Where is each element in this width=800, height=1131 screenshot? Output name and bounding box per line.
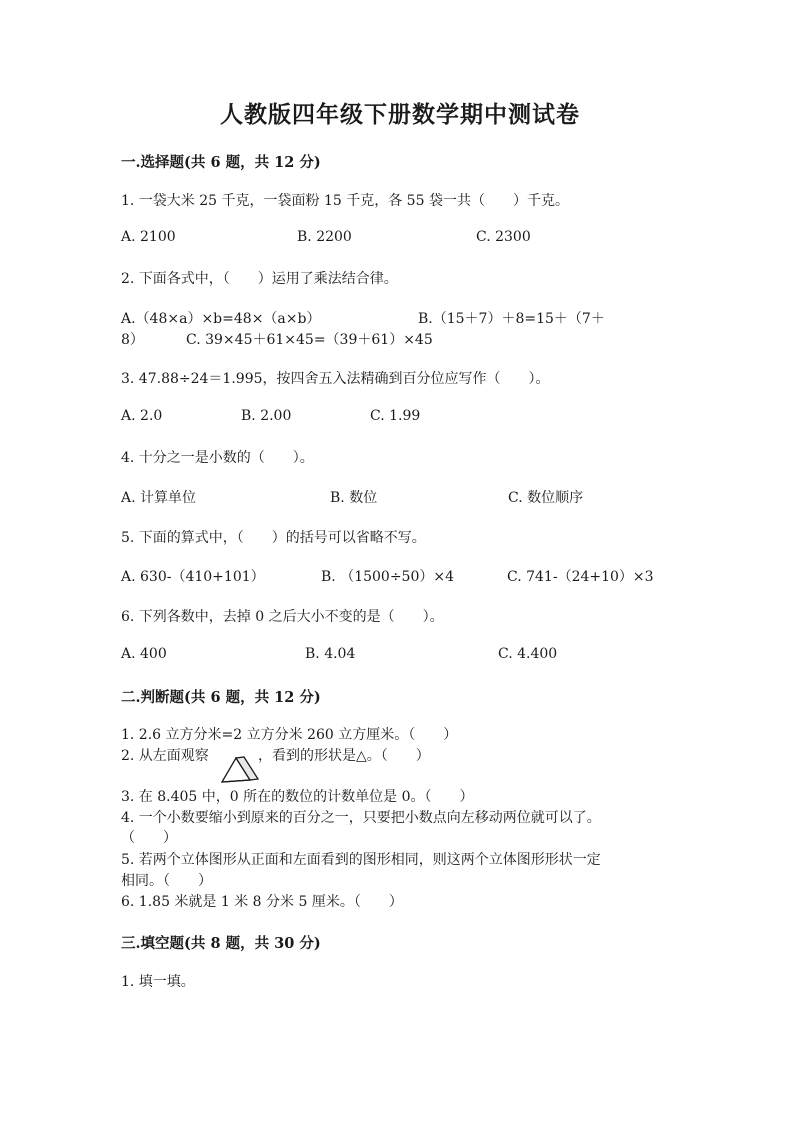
choice-q2-option-c: C. 39×45＋61×45=（39＋61）×45 [186, 332, 433, 348]
choice-q1-option-b: B. 2200 [297, 229, 352, 245]
choice-q1-stem: 1. 一袋大米 25 千克，一袋面粉 15 千克，各 55 袋一共（ ）千克。 [121, 193, 569, 209]
judge-q5-line1: 5. 若两个立体图形从正面和左面看到的图形相同，则这两个立体图形形状一定 [121, 852, 601, 868]
fill-q1: 1. 填一填。 [121, 974, 195, 990]
choice-q5-stem: 5. 下面的算式中，（ ）的括号可以省略不写。 [121, 530, 426, 546]
judge-q2-prefix: 2. 从左面观察 [121, 748, 209, 764]
judge-q3: 3. 在 8.405 中，0 所在的数位的计数单位是 0。（ ） [121, 789, 474, 805]
choice-q3-stem: 3. 47.88÷24＝1.995，按四舍五入法精确到百分位应写作（ ）。 [121, 371, 550, 387]
choice-q4-stem: 4. 十分之一是小数的（ ）。 [121, 450, 314, 466]
choice-q4-option-b: B. 数位 [330, 490, 378, 506]
choice-q5-option-c: C. 741-（24+10）×3 [507, 569, 654, 585]
section-heading-judge: 二.判断题(共 6 题，共 12 分) [121, 689, 321, 706]
choice-q4-option-a: A. 计算单位 [121, 490, 197, 506]
choice-q3-option-b: B. 2.00 [241, 408, 292, 424]
choice-q2-option-a: A.（48×a）×b=48×（a×b） [121, 311, 321, 327]
judge-q4-line2: （ ） [121, 830, 177, 846]
triangular-prism-icon [220, 754, 262, 784]
choice-q3-option-a: A. 2.0 [121, 408, 163, 424]
judge-q6: 6. 1.85 米就是 1 米 8 分米 5 厘米。（ ） [121, 894, 403, 910]
section-heading-fill: 三.填空题(共 8 题，共 30 分) [121, 935, 321, 952]
judge-q2-suffix: ，看到的形状是△。（ ） [258, 748, 430, 764]
choice-q5-option-b: B. （1500÷50）×4 [321, 569, 454, 585]
judge-q5-line2: 相同。（ ） [121, 873, 212, 889]
choice-q6-option-a: A. 400 [121, 646, 167, 662]
choice-q4-option-c: C. 数位顺序 [508, 490, 584, 506]
judge-q4-line1: 4. 一个小数要缩小到原来的百分之一，只要把小数点向左移动两位就可以了。 [121, 810, 601, 826]
judge-q1: 1. 2.6 立方分米=2 立方分米 260 立方厘米。（ ） [121, 727, 458, 743]
choice-q6-stem: 6. 下列各数中，去掉 0 之后大小不变的是（ ）。 [121, 609, 444, 625]
choice-q2-option-b: B.（15＋7）＋8=15＋（7＋ [418, 311, 605, 327]
choice-q2-option-b-continued: 8） [121, 332, 144, 348]
choice-q3-option-c: C. 1.99 [370, 408, 421, 424]
choice-q2-stem: 2. 下面各式中，（ ）运用了乘法结合律。 [121, 271, 398, 287]
choice-q1-option-a: A. 2100 [121, 229, 176, 245]
page-title: 人教版四年级下册数学期中测试卷 [220, 101, 580, 128]
section-heading-choice: 一.选择题(共 6 题，共 12 分) [121, 154, 321, 171]
choice-q1-option-c: C. 2300 [476, 229, 531, 245]
choice-q6-option-b: B. 4.04 [305, 646, 356, 662]
choice-q6-option-c: C. 4.400 [498, 646, 558, 662]
choice-q5-option-a: A. 630-（410+101） [121, 569, 265, 585]
